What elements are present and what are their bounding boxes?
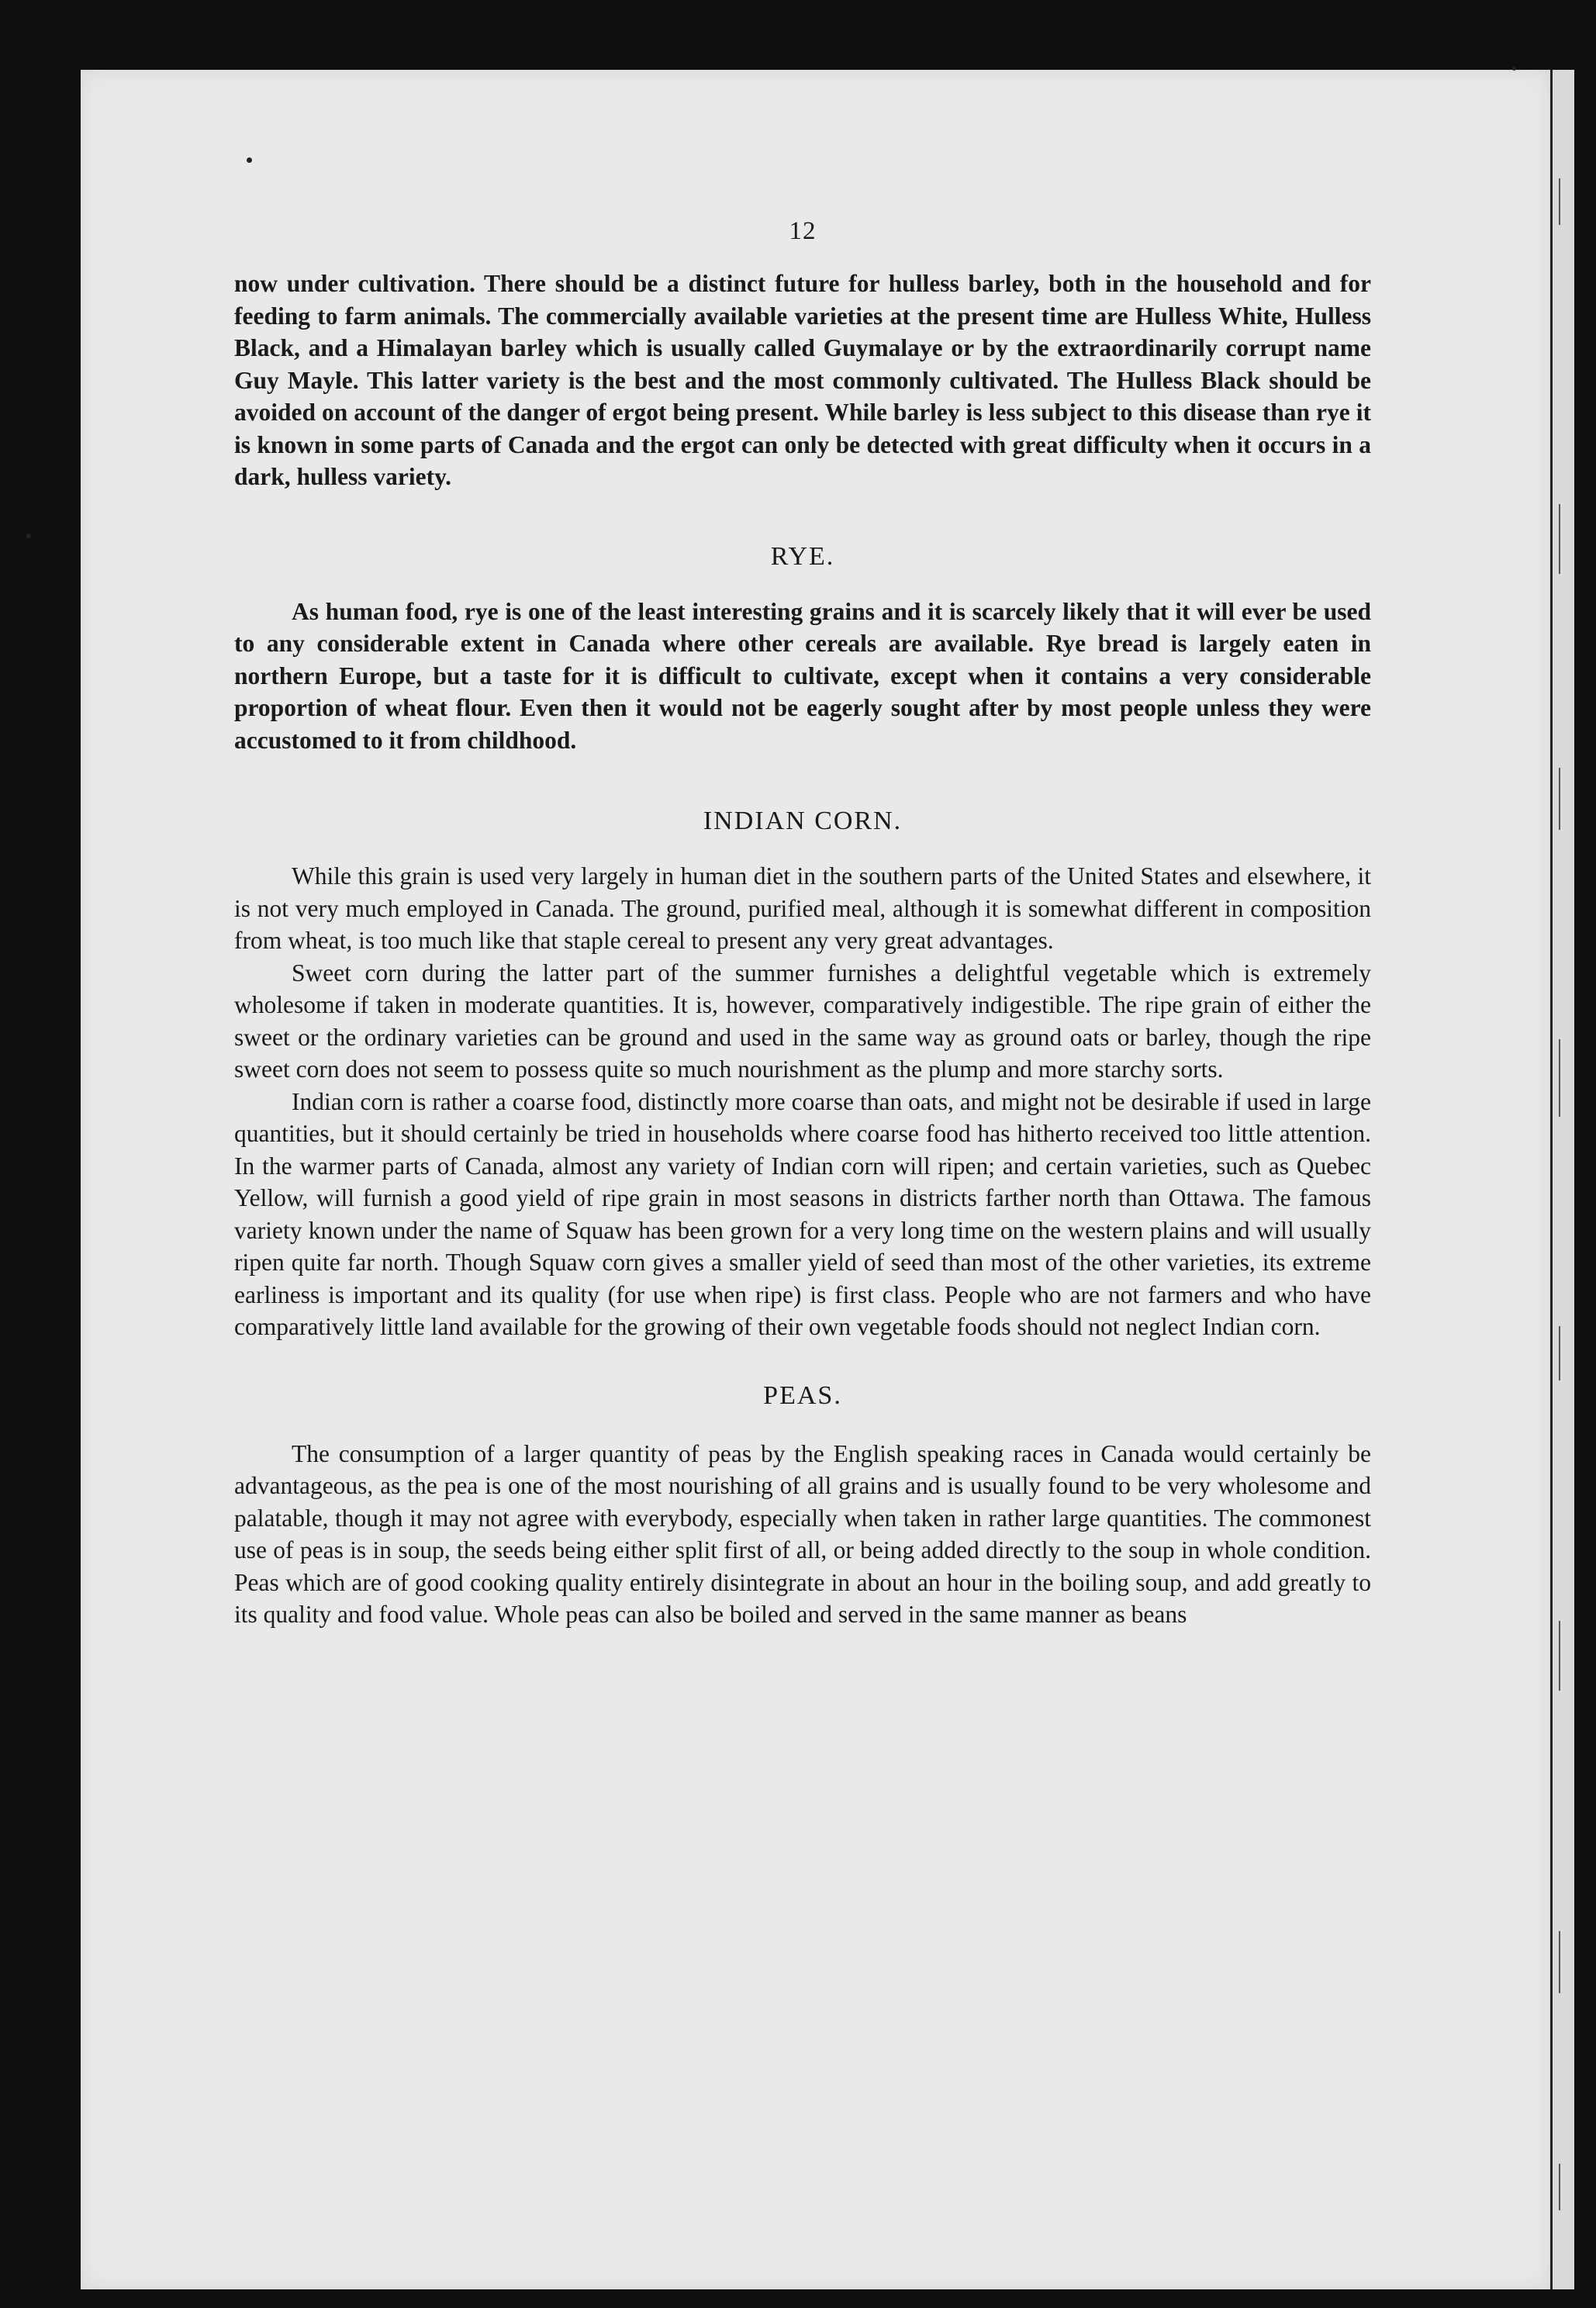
heading-indian-corn: INDIAN CORN. — [703, 807, 903, 835]
facing-page-edge — [1550, 70, 1574, 2289]
speck-mark — [1512, 67, 1516, 71]
corn-paragraph-3: Indian corn is rather a coarse food, distinctly more coarse than oats, and might not be desirable if used in large quantities, but it should certainly be tried in households where coarse food has hitherto received too little attention. In the warmer parts of Canada, almost any variety of Indian corn will ripen; and certain varieties, such as Quebec Yellow, will furnish a good yield of ripe grain in most seasons in districts farther north than Ottawa. The famous variety known under the name of Squaw has been grown for a very long time on the western plains and will usually ripen quite far north. Though Squaw corn gives a smaller yield of seed than most of the other varieties, its extreme earliness is important and its quality (for use when ripe) is first class. People who are not farmers and who have comparatively little land available for the growing of their own vegetable foods should not neglect Indian corn. — [234, 1087, 1371, 1340]
corn-paragraph-2: Sweet corn during the latter part of the summer furnishes a delightful vegetable which is extremely wholesome if taken in moderate quantities. It is, however, comparatively indigestible. The ripe grain of either the sweet or the ordinary varieties can be ground and used in the same way as ground oats or barley, though the ripe sweet corn does not seem to possess quite so much nourishment as the plump and more starchy sorts. — [234, 959, 1371, 1083]
peas-paragraph: The consumption of a larger quantity of peas by the English speaking races in Canada would certainly be advantageous, as the pea is one of the most nourishing of all grains and is usually found to be very wholesome and palatable, though it may not agree with everybody, especially when taken in rather large quantities. The commonest use of peas is in soup, the seeds being either split first of all, or being added directly to the soup in whole condition. Peas which are of good cooking quality entirely disintegrate in about an hour in the boiling soup, and add greatly to its quality and food value. Whole peas can also be boiled and served in the same manner as beans — [234, 1439, 1371, 1628]
rye-paragraph: As human food, rye is one of the least interesting grains and it is scarcely likely that it will ever be used to any considerable extent in Canada where other cereals are available. Rye bread is largely eaten in northern Europe, but a taste for it is difficult to cultivate, except when it contains a very considerable proportion of wheat flour. Even then it would not be eagerly sought after by most people unless they were accustomed to it from childhood. — [234, 597, 1371, 754]
page-content — [234, 217, 1371, 1631]
speck-mark — [247, 157, 252, 163]
intro-paragraph: now under cultivation. There should be a distinct future for hulless barley, both in the household and for feeding to farm animals. The commercially available varieties at the present time are Hulless White, Hulless Black, and a Himalayan barley which is usually called Guymalaye or by the extraordinarily corrupt name Guy Mayle. This latter variety is the best and the most commonly cultivated. The Hulless Black should be avoided on account of the danger of ergot being present. While barley is less subject to this disease than rye it is known in some parts of Canada and the ergot can only be detected with great difficulty when it occurs in a dark, hulless variety. — [234, 270, 1371, 490]
speck-mark — [26, 534, 31, 538]
heading-rye: RYE. — [770, 541, 835, 571]
page-number: 12 — [789, 217, 817, 245]
heading-peas: PEAS. — [763, 1380, 842, 1410]
corn-paragraph-1: While this grain is used very largely in human diet in the southern parts of the United States and elsewhere, it is not very much employed in Canada. The ground, purified meal, although it is somewhat different in composition from wheat, is too much like that staple cereal to present any very great advantages. — [234, 862, 1371, 954]
